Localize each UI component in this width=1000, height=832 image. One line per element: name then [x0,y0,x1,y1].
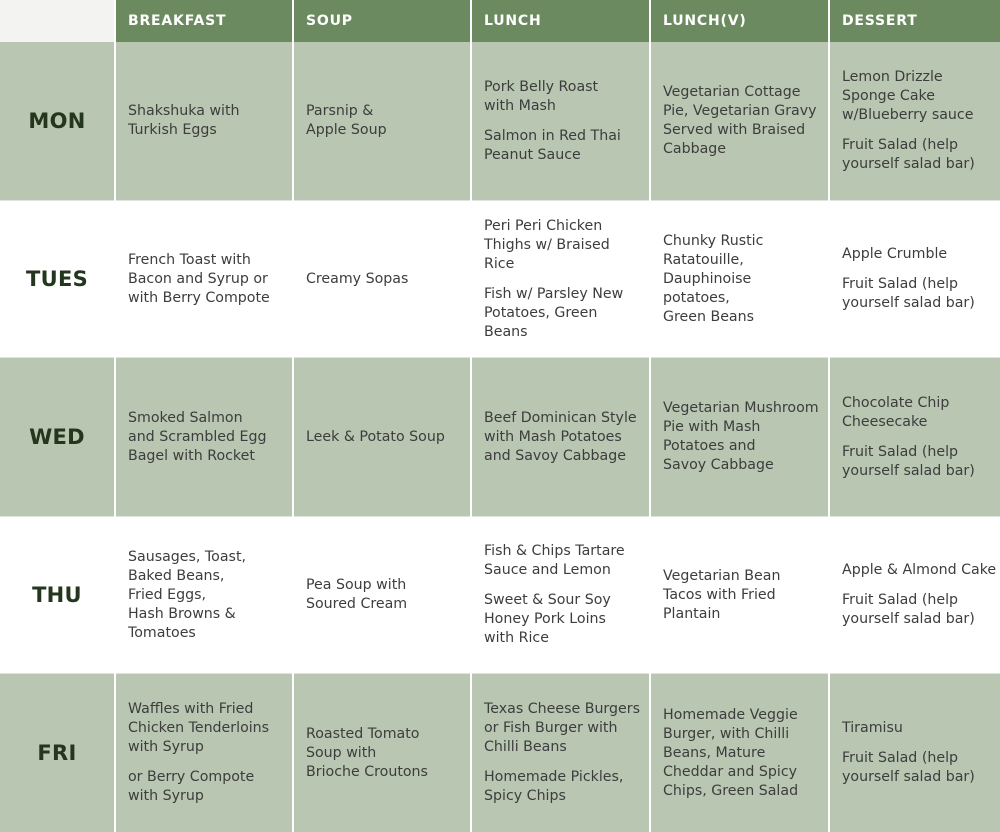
dish-text: Peri Peri Chicken Thighs w/ Braised Rice [484,217,610,272]
dish-text: Homemade Veggie Burger, with Chilli Beans, Mature Cheddar and Spicy Chips, Green Salad [663,706,799,799]
menu-cell-thu-lunch-v [651,516,828,674]
day-label-mon: MON [0,42,114,200]
dish-text: Creamy Sopas [306,270,409,287]
dish-text: Vegetarian Cottage Pie, Vegetarian Gravy Served with Braised Cabbage [663,84,817,157]
dish-text: Beef Dominican Style with Mash Potatoes and Savoy Cabbage [484,409,637,464]
menu-cell-wed-dessert [830,358,1000,516]
dish-text: Homemade Pickles, Spicy Chips [484,769,624,804]
dish-text: Salmon in Red Thai Peanut Sauce [484,127,621,163]
dish-text: Vegetarian Mushroom Pie with Mash Potatoes and Savoy Cabbage [663,400,819,473]
menu-cell-mon-lunch-v [651,42,828,200]
day-label-thu: THU [0,516,114,674]
header-breakfast: BREAKFAST [116,0,292,42]
dish-text: Fruit Salad (help yourself salad bar) [842,592,975,627]
menu-cell-fri-breakfast [116,674,292,832]
menu-cell-mon-dessert [830,42,1000,200]
dish-text: Pea Soup with Soured Cream [306,577,408,612]
menu-cell-wed-lunch [472,358,649,516]
dish-text: Vegetarian Bean Tacos with Fried Plantain [663,567,781,622]
dish-text: Shakshuka with Turkish Eggs [128,103,240,138]
dish-text: Leek & Potato Soup [306,428,445,445]
day-label-fri: FRI [0,674,114,832]
menu-cell-mon-lunch [472,42,649,200]
dish-text: Fruit Salad (help yourself salad bar) [842,276,975,311]
dish-text: Sausages, Toast, Baked Beans, Fried Eggs, Hash Browns & Tomatoes [128,548,247,641]
dish-text: Chocolate Chip Cheesecake [842,394,950,430]
menu-cell-wed-soup [294,358,470,516]
menu-cell-mon-breakfast [116,42,292,200]
dish-text: Smoked Salmon and Scrambled Egg Bagel with Rocket [128,409,267,464]
menu-cell-tues-soup [294,200,470,358]
menu-cell-fri-dessert [830,674,1000,832]
dish-text: Parsnip & Apple Soup [306,103,387,138]
dish-text: Fish w/ Parsley New Potatoes, Green Beans [484,285,624,340]
dish-text: French Toast with Bacon and Syrup or with Berry Compote [128,251,270,306]
corner-cell [0,0,114,42]
dish-text: Chunky Rustic Ratatouille, Dauphinoise potatoes, Green Beans [663,232,764,325]
dish-text: Apple Crumble [842,246,948,262]
dish-text: Sweet & Sour Soy Honey Pork Loins with Rice [484,592,611,646]
dish-text: Waffles with Fried Chicken Tenderloins with Syrup [128,701,270,755]
menu-cell-tues-lunch-v [651,200,828,358]
menu-cell-thu-soup [294,516,470,674]
menu-cell-fri-soup [294,674,470,832]
menu-cell-tues-lunch [472,200,649,358]
dish-text: Fruit Salad (help yourself salad bar) [842,750,975,785]
dish-text: Tiramisu [842,720,903,736]
header-lunch: LUNCH [472,0,649,42]
menu-cell-tues-dessert [830,200,1000,358]
header-soup: SOUP [294,0,470,42]
header-lunch-v: LUNCH(V) [651,0,828,42]
menu-cell-fri-lunch-v [651,674,828,832]
header-dessert: DESSERT [830,0,1000,42]
dish-text: Lemon Drizzle Sponge Cake w/Blueberry sauce [842,69,974,123]
menu-cell-fri-lunch [472,674,649,832]
dish-text: Fruit Salad (help yourself salad bar) [842,443,975,479]
menu-cell-thu-breakfast [116,516,292,674]
dish-text: Texas Cheese Burgers or Fish Burger with Chilli Beans [484,701,640,755]
dish-text: or Berry Compote with Syrup [128,769,255,804]
menu-cell-thu-lunch [472,516,649,674]
menu-cell-wed-breakfast [116,358,292,516]
menu-cell-tues-breakfast [116,200,292,358]
dish-text: Pork Belly Roast with Mash [484,78,599,114]
dish-text: Roasted Tomato Soup with Brioche Croutons [306,725,428,780]
menu-cell-thu-dessert [830,516,1000,674]
day-label-wed: WED [0,358,114,516]
day-label-tues: TUES [0,200,114,358]
dish-text: Apple & Almond Cake [842,562,997,578]
dish-text: Fruit Salad (help yourself salad bar) [842,137,975,172]
dish-text: Fish & Chips Tartare Sauce and Lemon [484,543,625,578]
menu-cell-wed-lunch-v [651,358,828,516]
menu-cell-mon-soup [294,42,470,200]
